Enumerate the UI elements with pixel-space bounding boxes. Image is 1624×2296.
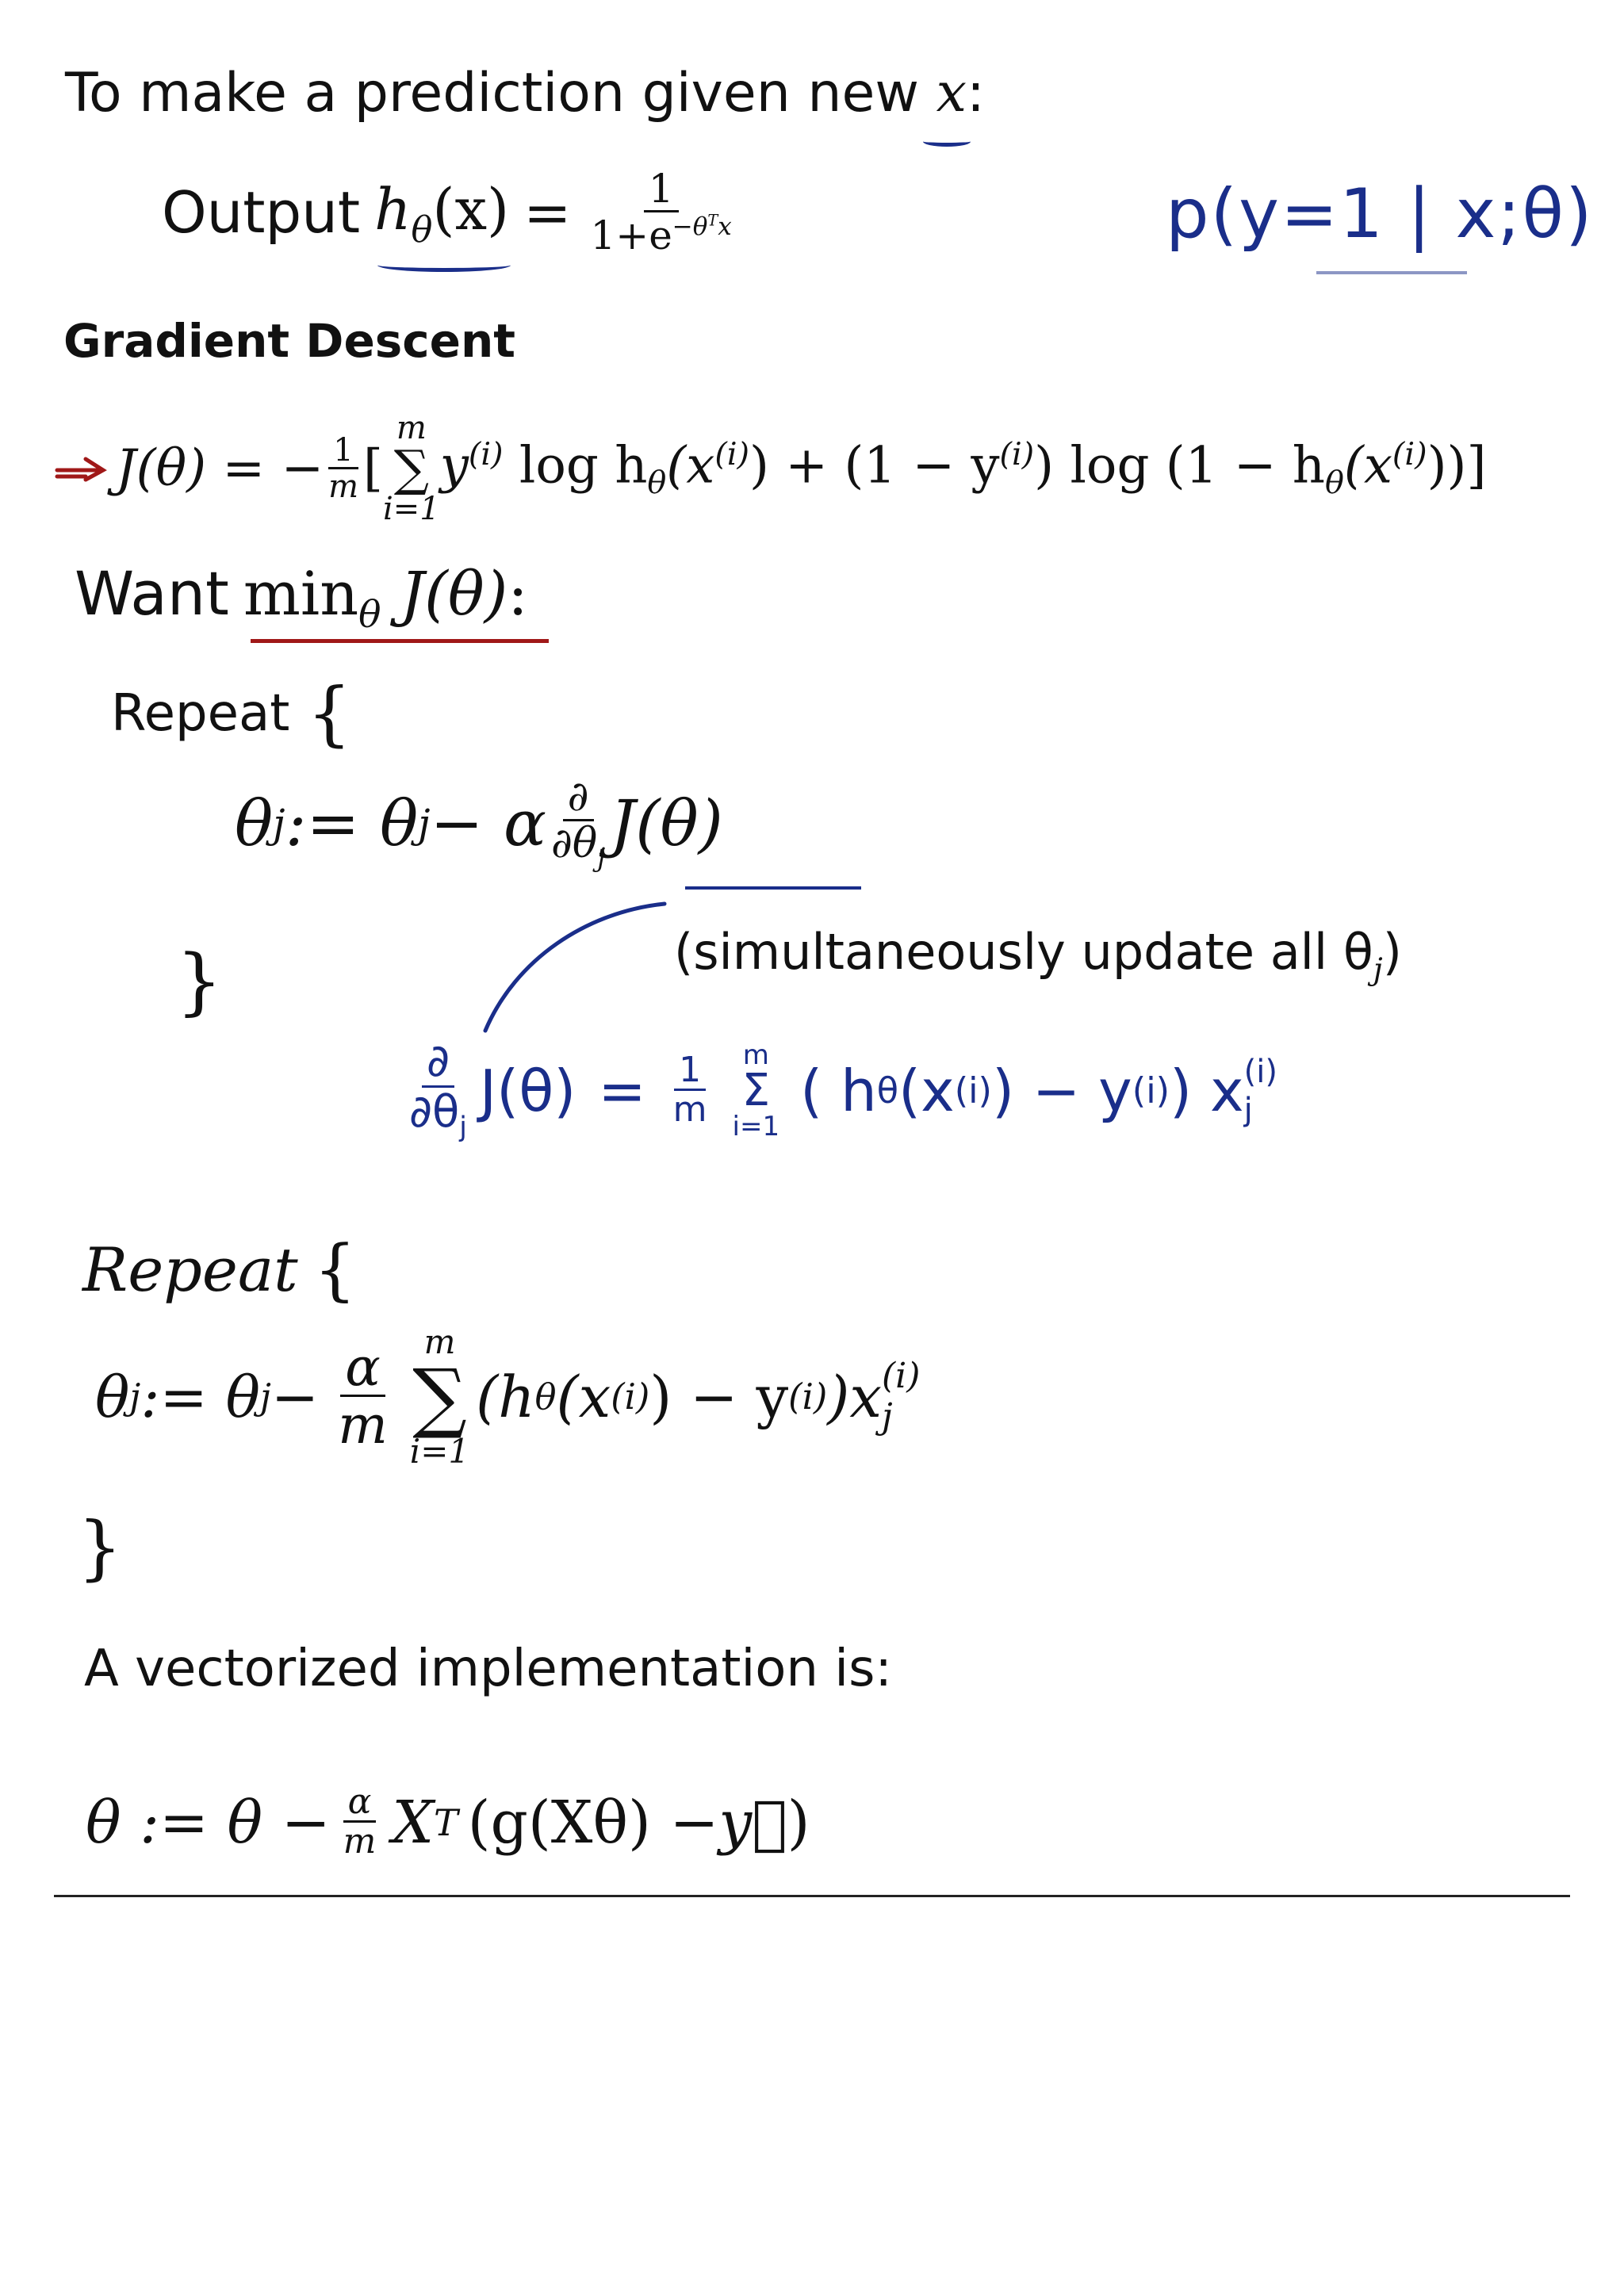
- want-underline: [251, 639, 549, 643]
- cost-sum: [383, 412, 440, 525]
- hw-partial-den-theta: ∂θ: [409, 1085, 460, 1138]
- r2-fraction: [333, 1336, 393, 1456]
- curved-arrow-icon: [468, 896, 674, 1047]
- cost-fraction: [324, 431, 363, 505]
- cost-function: [54, 412, 1486, 525]
- hypothesis-fn: [374, 176, 509, 250]
- update-assign: := θ: [285, 786, 419, 861]
- vec-x: X: [392, 1788, 435, 1857]
- hw-sup-1: (i): [954, 1070, 992, 1112]
- vectorized-heading: A vectorized implementation is:: [84, 1640, 892, 1698]
- hw-partial-num: ∂: [422, 1039, 454, 1088]
- sigmoid-exp-theta: −θ: [672, 212, 708, 241]
- cost-y: y: [439, 436, 469, 496]
- r2-frac-den: m: [338, 1394, 388, 1456]
- sigmoid-exp-x: x: [718, 212, 732, 241]
- r2-frac-num: α: [340, 1340, 385, 1397]
- h-symbol: h: [374, 175, 412, 243]
- cost-sup-1: (i): [468, 435, 504, 473]
- r2-assign: := θ: [140, 1364, 261, 1430]
- output-label: Output: [162, 179, 361, 247]
- update-partial-den: [546, 821, 610, 872]
- r2-theta: θ: [95, 1364, 130, 1430]
- hw-x-sub: j: [1243, 1091, 1253, 1128]
- simultaneous-note-sub: j: [1373, 951, 1383, 988]
- repeat-label-1: Repeat: [111, 683, 290, 743]
- hw-sum: [732, 1039, 780, 1142]
- divider: [54, 1895, 1570, 1897]
- repeat-block-2: [82, 1230, 356, 1308]
- r2-body-minus-y: ) − y: [649, 1364, 789, 1430]
- output-equals: =: [523, 179, 572, 247]
- update-j-underline: [685, 886, 861, 890]
- cost-sup-2: (i): [714, 435, 750, 473]
- annotation-underline: [1316, 271, 1467, 274]
- vec-lhs: θ := θ −: [86, 1788, 331, 1857]
- update-partial-den-sub: j: [597, 841, 606, 872]
- cost-log-h: log h: [503, 436, 648, 496]
- x-underline-mark: [923, 136, 971, 147]
- hw-x-sup: (i): [1243, 1053, 1277, 1090]
- sigmoid-num: 1: [644, 168, 679, 212]
- cost-lhs: J(θ) = −: [116, 439, 324, 498]
- hw-equals: =: [598, 1057, 646, 1124]
- cost-sum-bottom: i=1: [382, 491, 440, 527]
- r2-body-h: (h: [476, 1364, 535, 1430]
- cost-sum-symbol: ∑: [393, 439, 429, 497]
- vec-rest: (g(Xθ) −: [467, 1788, 719, 1857]
- h-theta-sub: θ: [411, 208, 433, 250]
- r2-sum: [409, 1322, 470, 1471]
- h-arg: (x): [432, 175, 510, 243]
- hw-partial: [404, 1035, 472, 1143]
- update-partial: [546, 775, 610, 871]
- hw-body-theta: θ: [876, 1070, 899, 1112]
- simultaneous-note: [674, 923, 1402, 987]
- repeat-label-2: Repeat: [82, 1234, 298, 1305]
- simultaneous-note-close: ): [1382, 923, 1402, 981]
- update-theta: θ: [235, 786, 274, 861]
- repeat-block-1: [111, 672, 351, 754]
- hw-partial-den-sub: j: [459, 1111, 467, 1143]
- want-line: [75, 558, 528, 637]
- r2-sum-top: m: [423, 1322, 456, 1361]
- prediction-heading-text: To make a prediction given new: [65, 62, 919, 124]
- update-partial-den-theta: ∂θ: [551, 819, 598, 867]
- vec-y: y⃗: [718, 1788, 787, 1857]
- hw-sum-top: m: [742, 1039, 769, 1071]
- update-j: J(θ): [610, 786, 723, 861]
- gradient-descent-heading: Gradient Descent: [63, 314, 516, 368]
- cost-open-bracket: [: [363, 439, 383, 498]
- cost-plus-term: ) + (1 − y: [749, 436, 1000, 496]
- cost-body: [440, 436, 1487, 501]
- hw-frac: [668, 1049, 712, 1130]
- h-underline-mark: [377, 258, 511, 272]
- vectorized-formula: [86, 1781, 810, 1862]
- cost-sup-4: (i): [1392, 435, 1427, 473]
- cost-theta-sub-1: θ: [647, 465, 667, 502]
- sigmoid-den: [585, 212, 736, 258]
- repeat-close-brace-2: }: [78, 1506, 122, 1588]
- hw-x-scripts: [1244, 1053, 1277, 1129]
- sigmoid-den-base: 1+e: [590, 212, 672, 258]
- prediction-heading-colon: :: [966, 62, 985, 124]
- probability-annotation: p(y=1 | x;θ): [1166, 174, 1594, 254]
- hw-body-x: (x: [898, 1057, 955, 1124]
- cost-log-term: ) log (1 − h: [1034, 436, 1325, 496]
- hw-body-xj: ) x: [1170, 1057, 1244, 1124]
- vec-fraction: [339, 1781, 381, 1862]
- vec-x-sup: T: [434, 1800, 458, 1844]
- prediction-heading: [65, 62, 985, 124]
- r2-theta-sub: j: [129, 1376, 141, 1418]
- hw-j: J(θ): [479, 1057, 576, 1124]
- vector-update-rule: [95, 1322, 921, 1471]
- want-label: Want: [75, 558, 229, 629]
- output-formula: [162, 168, 737, 257]
- hw-body-h: ( h: [800, 1057, 877, 1124]
- r2-sum-symbol: ∑: [412, 1353, 467, 1441]
- r2-sum-bottom: i=1: [409, 1432, 470, 1471]
- cost-sum-top: m: [396, 410, 427, 446]
- hw-sum-symbol: Σ: [741, 1064, 771, 1116]
- want-colon: :: [508, 558, 528, 629]
- repeat-open-brace-2: {: [313, 1230, 357, 1308]
- vec-frac-den: m: [343, 1821, 377, 1862]
- update-rule: [235, 775, 723, 871]
- r2-x-sub: j: [881, 1396, 893, 1437]
- update-partial-num: ∂: [563, 775, 594, 821]
- want-min: min: [243, 558, 359, 629]
- r2-sup-2: (i): [788, 1376, 828, 1418]
- r2-assign-sub: j: [260, 1376, 271, 1418]
- r2-body-theta: θ: [534, 1376, 557, 1418]
- sigmoid-exp: [672, 212, 732, 241]
- sigmoid-fraction: [585, 168, 736, 257]
- repeat-close-brace-1: }: [176, 939, 223, 1024]
- vec-close: ): [787, 1788, 810, 1857]
- hw-sum-bottom: i=1: [732, 1110, 780, 1142]
- want-expr: [243, 558, 528, 637]
- cost-theta-sub-2: θ: [1324, 465, 1344, 502]
- cost-frac-den: m: [328, 468, 358, 505]
- cost-close: ))]: [1427, 436, 1487, 496]
- want-j: J(θ): [400, 558, 508, 629]
- cost-x-1: (x: [666, 436, 715, 496]
- prediction-heading-var: x: [936, 62, 967, 124]
- r2-minus: −: [270, 1364, 320, 1430]
- update-assign-sub: j: [418, 800, 431, 847]
- handwritten-derivative: [404, 1035, 1277, 1143]
- hw-frac-den: m: [672, 1089, 707, 1130]
- arrow-icon: [54, 453, 113, 484]
- r2-body-x: (x: [556, 1364, 611, 1430]
- r2-sup-1: (i): [611, 1376, 650, 1418]
- hw-sup-2: (i): [1132, 1070, 1170, 1112]
- hw-body-y: ) − y: [991, 1057, 1132, 1124]
- hw-frac-num: 1: [674, 1052, 706, 1091]
- update-minus-alpha: − α: [430, 786, 547, 861]
- r2-x-scripts: [882, 1357, 920, 1437]
- repeat-open-brace-1: {: [307, 672, 352, 754]
- r2-x-sup: (i): [881, 1356, 921, 1397]
- vec-frac-num: α: [343, 1784, 377, 1823]
- simultaneous-note-text: (simultaneously update all θ: [674, 923, 1373, 981]
- r2-body-x2: )x: [827, 1364, 882, 1430]
- hw-partial-den: [404, 1085, 472, 1143]
- cost-sup-3: (i): [999, 435, 1035, 473]
- sigmoid-exp-t: T: [707, 211, 718, 230]
- update-theta-sub: j: [273, 800, 285, 847]
- want-min-sub: θ: [358, 593, 381, 637]
- cost-frac-num: 1: [328, 434, 358, 469]
- cost-x-2: (x: [1343, 436, 1392, 496]
